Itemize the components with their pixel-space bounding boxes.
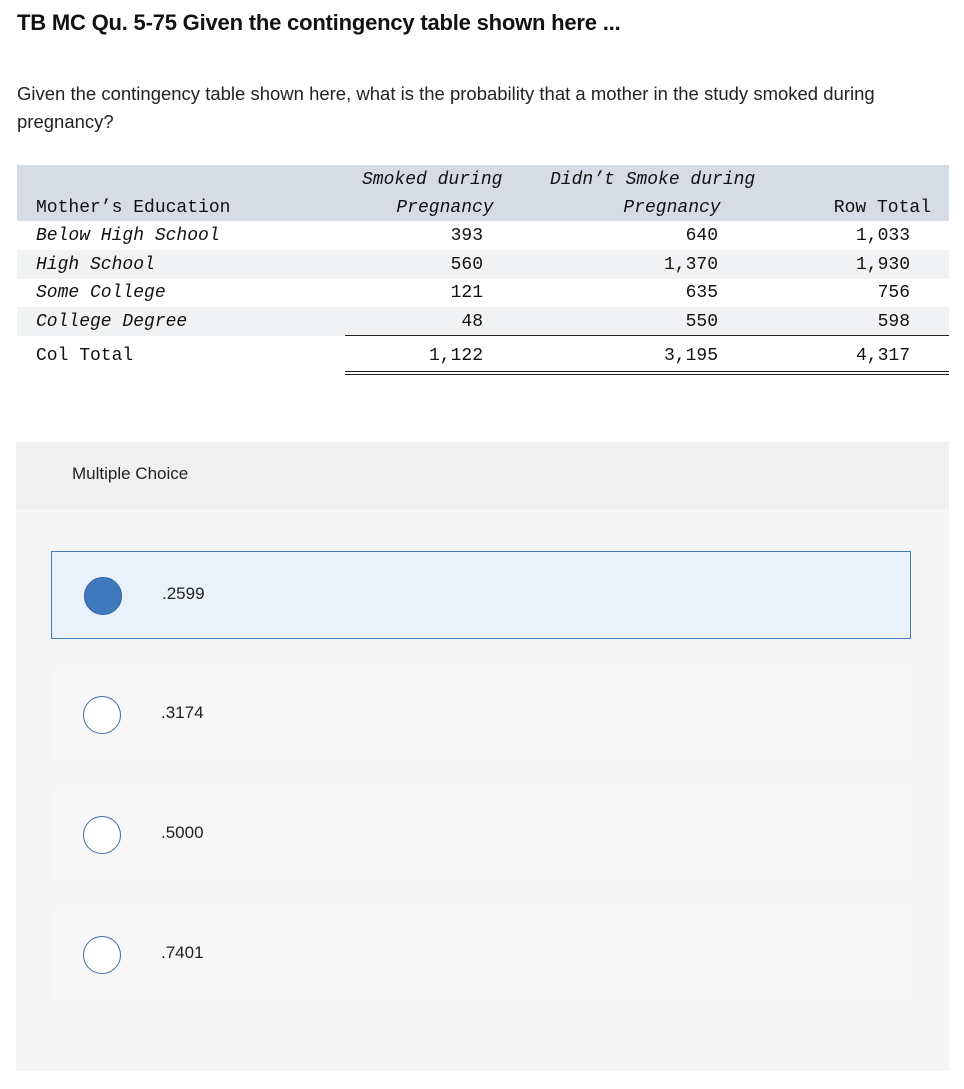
radio-button[interactable]	[83, 936, 121, 974]
answer-option-2[interactable]	[51, 671, 911, 759]
multiple-choice-panel	[16, 442, 949, 1071]
radio-button[interactable]	[83, 696, 121, 734]
cell-didnt-smoke: 1,370	[663, 255, 718, 275]
header-row-total: Row Total	[833, 198, 931, 218]
multiple-choice-header	[16, 442, 949, 509]
answer-option-1[interactable]	[51, 551, 911, 639]
grand-total: 4,317	[855, 346, 910, 366]
cell-row-total: 756	[877, 283, 910, 303]
header-smoked-line2: Pregnancy	[396, 198, 494, 218]
multiple-choice-label: Multiple Choice	[72, 464, 189, 483]
answer-option-4[interactable]	[51, 911, 911, 999]
question-title: TB MC Qu. 5-75 Given the contingency table shown here ...	[17, 10, 621, 35]
col-total-didnt-smoke: 3,195	[663, 346, 718, 366]
total-double-rule-top	[345, 371, 949, 372]
cell-didnt-smoke: 550	[685, 312, 718, 332]
col-total-label: Col Total	[36, 346, 134, 366]
cell-smoked: 121	[450, 283, 483, 303]
answer-option-label: .5000	[161, 823, 204, 842]
answer-option-label: .3174	[161, 703, 204, 722]
contingency-table	[17, 165, 949, 380]
cell-row-total: 598	[877, 312, 910, 332]
cell-row-total: 1,033	[855, 226, 910, 246]
row-label: Some College	[36, 283, 166, 303]
radio-button[interactable]	[83, 816, 121, 854]
row-label: College Degree	[36, 312, 188, 332]
total-double-rule-bottom	[345, 374, 949, 375]
header-didnt-line2: Pregnancy	[623, 198, 721, 218]
cell-smoked: 560	[450, 255, 483, 275]
row-label: High School	[36, 255, 155, 275]
question-text: Given the contingency table shown here, what is the probability that a mother in the study smoked during pregnancy?	[17, 83, 875, 132]
header-didnt-line1: Didn’t Smoke during	[550, 170, 756, 190]
radio-button-selected[interactable]	[84, 577, 122, 615]
subtotal-rule	[345, 335, 949, 336]
cell-didnt-smoke: 640	[685, 226, 718, 246]
answer-option-label: .2599	[162, 584, 205, 603]
cell-row-total: 1,930	[855, 255, 910, 275]
col-total-smoked: 1,122	[428, 346, 483, 366]
cell-smoked: 48	[461, 312, 483, 332]
header-education: Mother’s Education	[36, 198, 231, 218]
header-smoked-line1: Smoked during	[362, 170, 503, 190]
answer-option-3[interactable]	[51, 791, 911, 879]
cell-didnt-smoke: 635	[685, 283, 718, 303]
row-label: Below High School	[36, 226, 220, 246]
answer-option-label: .7401	[161, 943, 204, 962]
cell-smoked: 393	[450, 226, 483, 246]
